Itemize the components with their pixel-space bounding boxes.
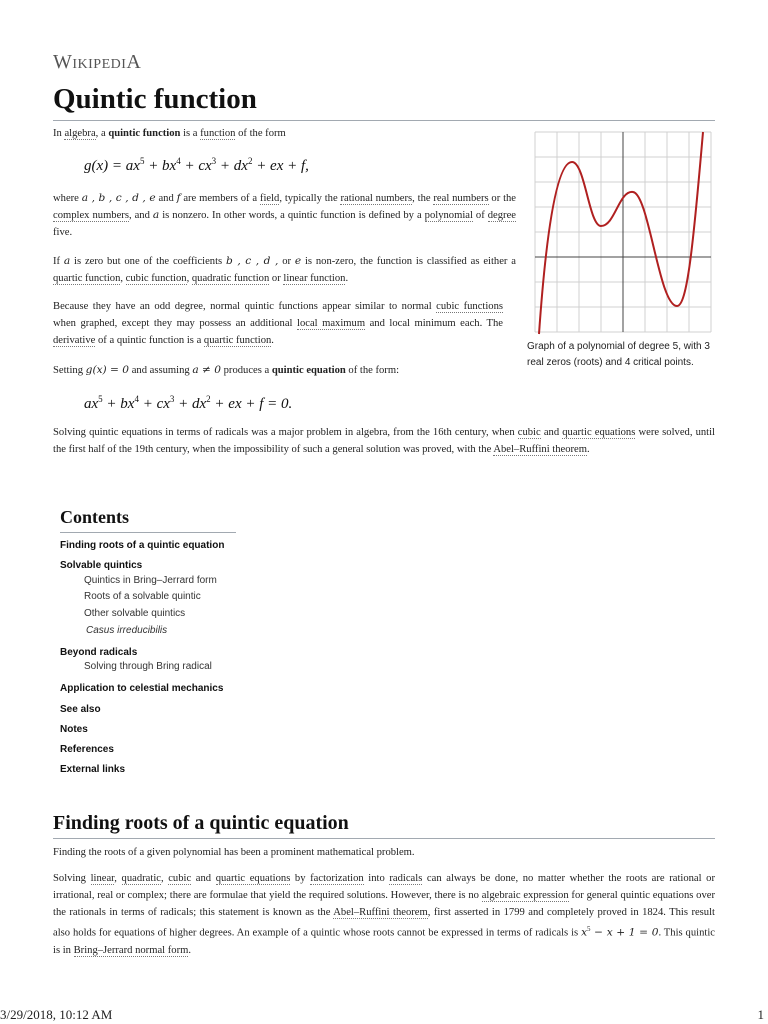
wikipedia-wordmark[interactable]: WikipediA (53, 51, 142, 73)
link-radicals[interactable]: radicals (389, 873, 423, 884)
toc-item-bring-jerrard[interactable]: Quintics in Bring–Jerrard form (84, 575, 217, 586)
toc-title: Contents (60, 507, 236, 533)
link-cubic-function[interactable]: cubic function (125, 273, 187, 284)
toc-item-bring-radical[interactable]: Solving through Bring radical (84, 661, 212, 672)
quintic-curve (539, 132, 703, 334)
toc-item-celestial[interactable]: Application to celestial mechanics (60, 683, 224, 694)
toc-item-roots-solvable[interactable]: Roots of a solvable quintic (84, 591, 201, 602)
print-timestamp: 3/29/2018, 10:12 AM (0, 1007, 113, 1022)
intro-paragraph-2: where a , b , c , d , e and f are members of a field, typically the rational numbers, the real numbers or the complex numbers, and a is nonzero. In other words, a quintic function is defined by a polynomial of degree five. (53, 192, 517, 238)
figure-caption: Graph of a polynomial of degree 5, with 3 real zeros (roots) and 4 critical points. (527, 341, 710, 368)
quintic-equation-formula: $ax^5 + bx^4 + cx^3 + dx^2$ + ex + f = 0. (84, 394, 293, 412)
toc-item-solvable-quintics[interactable]: Solvable quintics (60, 560, 143, 571)
link-quartic-equations-s1[interactable]: quartic equations (215, 873, 291, 884)
section1-paragraph-2: Solving linear, quadratic, cubic and quartic equations by factorization into radicals can always be done, no matter whether the roots are rational or irrational, real or complex; there are formulae that yield the required solutions. However, there is no algebraic expression for general quintic equations over the rationals in terms of radicals; this statement is known as the Abel–Ruffini theorem, first asserted in 1799 and completely proved in 1824. This result also holds for equations of higher degrees. An example of a quintic whose roots cannot be expressed in terms of radicals is $x^5 - x + 1 = 0$. This quintic is in Bring–Jerrard normal form. (53, 873, 716, 956)
page-title: Quintic function (53, 83, 257, 115)
link-quartic-function-2[interactable]: quartic function (203, 335, 272, 346)
polynomial-graph (527, 128, 713, 336)
link-field[interactable]: field (259, 193, 280, 204)
link-cubic[interactable]: cubic (517, 427, 541, 438)
toc-item-notes[interactable]: Notes (60, 724, 88, 735)
section-heading-finding-roots: Finding roots of a quintic equation (53, 812, 349, 834)
link-bring-jerrard[interactable]: Bring–Jerrard normal form (73, 944, 189, 956)
link-linear[interactable]: linear (90, 873, 115, 884)
link-rational-numbers[interactable]: rational numbers (340, 193, 413, 204)
intro-paragraph-5: Setting g(x) = 0 and assuming a ≠ 0 produces a quintic equation of the form: (53, 364, 400, 376)
title-divider (53, 120, 715, 121)
link-cubic-functions[interactable]: cubic functions (436, 301, 503, 312)
link-abel-ruffini-s1[interactable]: Abel–Ruffini theorem (333, 907, 428, 918)
link-derivative[interactable]: derivative (53, 335, 96, 346)
toc-item-references[interactable]: References (60, 744, 114, 755)
bold-term: quintic function (108, 128, 181, 139)
toc-item-finding-roots[interactable]: Finding roots of a quintic equation (60, 540, 225, 551)
table-of-contents (60, 507, 236, 533)
intro-paragraph-1: In algebra, a quintic function is a function of the form (53, 128, 286, 139)
toc-item-see-also[interactable]: See also (60, 704, 101, 715)
link-real-numbers[interactable]: real numbers (433, 193, 489, 204)
toc-item-other-solvable[interactable]: Other solvable quintics (84, 608, 186, 619)
section1-paragraph-1: Finding the roots of a given polynomial has been a prominent mathematical problem. (53, 847, 415, 858)
link-factorization[interactable]: factorization (310, 873, 364, 884)
link-algebraic-expression[interactable]: algebraic expression (481, 890, 569, 901)
link-quartic-function[interactable]: quartic function (53, 273, 121, 284)
section-divider (53, 838, 715, 839)
polynomial-graph-figure[interactable] (527, 128, 713, 336)
link-complex-numbers[interactable]: complex numbers (53, 210, 129, 221)
intro-paragraph-3: If a is zero but one of the coefficients b , c , d , or e is non-zero, the function is classified as either a quartic function, cubic function, quadratic function or linear function. (53, 255, 516, 284)
quintic-function-formula: $g(x) = ax^5 + bx^4 + cx^3 + dx^2$ + ex + f, (84, 156, 309, 174)
toc-item-external-links[interactable]: External links (60, 764, 126, 775)
intro-paragraph-6: Solving quintic equations in terms of radicals was a major problem in algebra, from the 16th century, when cubic and quartic equations were solved, until the first half of the 19th century, when the impossibility of such a general solution was proved, with the Abel–Ruffini theorem. (53, 427, 715, 455)
link-linear-function[interactable]: linear function (283, 273, 346, 284)
link-abel-ruffini[interactable]: Abel–Ruffini theorem (493, 444, 588, 455)
page-number: 1 (757, 1007, 764, 1022)
link-function[interactable]: function (200, 128, 236, 139)
link-degree[interactable]: degree (487, 210, 516, 221)
intro-paragraph-4: Because they have an odd degree, normal quintic functions appear similar to normal cubic functions when graphed, except they may possess an additional local maximum and local minimum each. The derivative of a quintic function is a quartic function. (53, 301, 504, 346)
link-polynomial[interactable]: polynomial (424, 210, 473, 221)
link-quadratic-function[interactable]: quadratic function (191, 273, 270, 284)
link-quadratic[interactable]: quadratic (121, 873, 161, 884)
toc-item-beyond-radicals[interactable]: Beyond radicals (60, 647, 138, 658)
link-local-maximum[interactable]: local maximum (297, 318, 366, 329)
link-algebra[interactable]: algebra (64, 128, 96, 139)
link-quartic-equations[interactable]: quartic equations (562, 427, 636, 438)
toc-item-casus[interactable]: Casus irreducibilis (86, 625, 168, 636)
link-cubic-s1[interactable]: cubic (168, 873, 192, 884)
